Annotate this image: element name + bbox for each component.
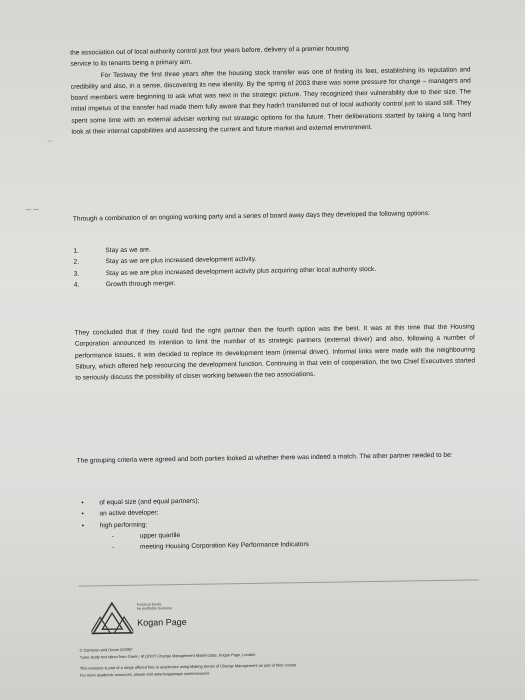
option-item: 3. Stay as we are plus increased development activity plus acquiring other local authority stock. xyxy=(73,265,377,278)
option-item: 2. Stay as we are plus increased development activity. xyxy=(73,256,257,266)
copyright-line: © Cameron and Green (2009)* xyxy=(79,646,133,653)
options-intro: Through a combination of an ongoing working party and a series of board away days they developed the following options: xyxy=(72,210,430,223)
logo-wordmark: Kogan Page xyxy=(137,616,187,628)
kogan-page-logo xyxy=(91,598,212,640)
section-divider xyxy=(79,579,479,586)
criteria-list xyxy=(77,491,478,554)
testway-paragraph: For Testway the first three years after the housing stock transfer was one of finding its feet, establishing its reputation and credibility and also, in a sense, discovering its new identity. By the spring of 2003 there was some pressure for change – managers and board members were beginning to ask what was next in the strategic picture. They recognized their vulnerability due to their size. The initial impetus of the transfer had made them fully aware that they hadn't transferred out of local authority control just to stand still. They spent some time with an external adviser working out strategic options for the future. Their deliberations started by taking a long hard look at their internal capabilities and assessing the current and future market and external environment. xyxy=(70,66,472,136)
pencil-margin-mark: – xyxy=(47,136,53,146)
document-page xyxy=(24,31,522,700)
kogan-page-triangles-icon xyxy=(91,601,134,636)
conclusion-paragraph: They concluded that if they could find the right partner then the fourth option was the best. It was at this time that the Housing Corporation announced its intention to limit the number of its strategic partners (external driver) and also, following a number of performance issues, it was decided to replace its development team (internal driver). Informal links were made with the neighbouring Silbury, which offered help resourcing the development function. Continuing in that vein of cooperation, the two Chief Executives started to seriously discuss the possibility of closer working between the two associations. xyxy=(74,323,476,382)
options-list xyxy=(73,239,474,290)
criteria-item: • of equal size (and equal partners); xyxy=(81,497,200,507)
criteria-item: • an active developer; xyxy=(81,509,159,518)
case-study-paragraph-1 xyxy=(70,41,471,138)
footer-credits xyxy=(80,641,500,679)
criteria-item: • high performing: xyxy=(81,521,148,530)
continued-line-1: the association out of local authority control just four years before, delivery of a premier housing xyxy=(70,45,349,57)
criteria-subitem: - meeting Housing Corporation Key Performance Indicators xyxy=(111,541,310,552)
resource-url-line: For more academic resources, please visit www.koganpage.com/resources xyxy=(79,670,210,678)
logo-tagline: Practical books for profitable business xyxy=(136,602,173,612)
source-line: *case study text taken from Green, M (2007) Change Management Masterclass, Kogan Page, London. xyxy=(79,651,257,660)
continued-line-2: service to its tenants being a primary aim. xyxy=(70,59,193,69)
criteria-subitem: - upper quartile xyxy=(111,531,181,541)
pencil-margin-scribble: ∽∽ xyxy=(24,204,40,215)
option-item: 4. Growth through merger. xyxy=(73,279,176,289)
option-item: 1. Stay as we are. xyxy=(73,246,151,255)
resource-line: This resource is part of a range offered free to academics using Making Sense of Change Management as part of their course. xyxy=(79,662,298,671)
criteria-paragraph: The grouping criteria were agreed and both parties looked at whether there was indeed a match. The other partner needed to be: xyxy=(76,451,453,465)
